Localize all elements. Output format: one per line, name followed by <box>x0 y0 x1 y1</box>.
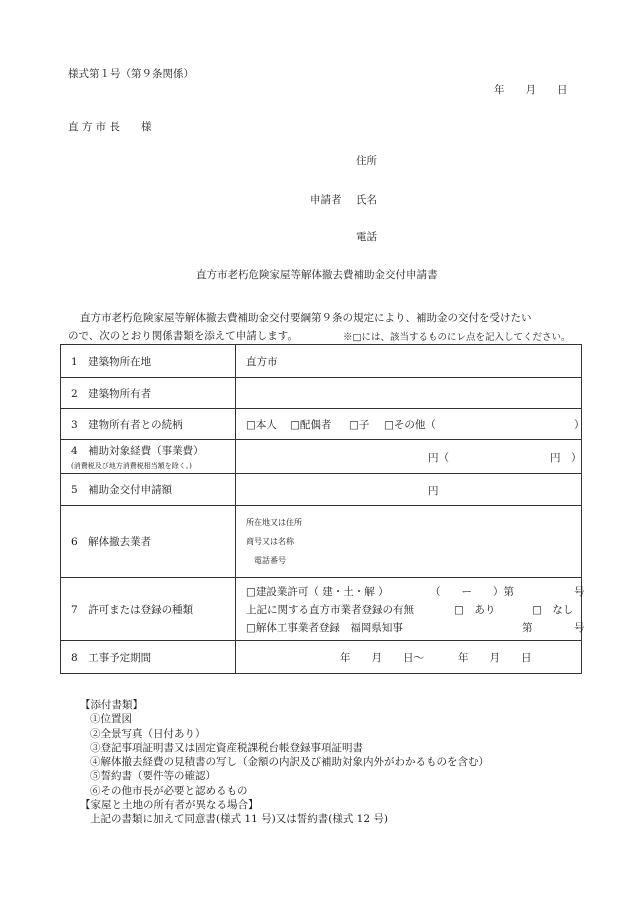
row4-label-main: 4 補助対象経費（事業費） <box>71 444 204 457</box>
date-line: 年 月 日 <box>494 84 568 96</box>
list-item: ③登記事項証明書又は固定資産税課税台帳登録事項証明書 <box>90 741 363 754</box>
period-from: 年 月 日〜 <box>340 652 424 664</box>
registration-yes-checkbox[interactable]: □ あり <box>454 604 496 616</box>
table-row <box>61 409 582 440</box>
form-number: 様式第１号（第９条関係） <box>68 68 194 80</box>
expense-yen-close: 円 ） <box>550 451 582 464</box>
attachments-heading: 【添付書類】 <box>80 699 143 711</box>
table-row <box>61 506 582 578</box>
different-owner-heading: 【家屋と土地の所有者が異なる場合】 <box>80 799 259 812</box>
list-item: ②全景写真（日付あり） <box>90 727 206 740</box>
row5-label: 5 補助金交付申請額 <box>61 474 236 506</box>
registration-suffix: 号 <box>574 622 585 634</box>
table-row <box>61 440 582 474</box>
row3-value <box>236 409 585 440</box>
intro-line-2: ので、次のとおり関係書類を添えて申請します。 <box>68 330 298 342</box>
row4-label <box>61 440 236 474</box>
addressee: 直 方 市 長 様 <box>68 121 152 133</box>
list-item: ①位置図 <box>90 713 132 726</box>
list-item: ⑥その他市長が必要と認めるもの <box>90 784 248 797</box>
applicant-label: 申請者 <box>310 194 342 206</box>
construction-permit-checkbox[interactable]: □建設業許可（ 建・土・解 ） <box>246 586 389 598</box>
list-item: ④解体撤去経費の見積書の写し（金額の内訳及び補助対象内外がわかるものを含む） <box>90 756 489 769</box>
relation-other-checkbox[interactable]: □その他（ <box>384 419 436 431</box>
row6-value[interactable] <box>236 506 582 578</box>
relation-other-close: ） <box>574 419 585 431</box>
row1-value[interactable]: 直方市 <box>236 345 582 378</box>
row4-value[interactable] <box>236 440 582 474</box>
registration-no-checkbox[interactable]: □ なし <box>532 604 574 616</box>
contractor-address-label: 所在地又は住所 <box>246 518 302 527</box>
table-row <box>61 474 582 506</box>
registration-number: 第 <box>522 622 533 634</box>
row2-label: 2 建築物所有者 <box>61 378 236 409</box>
checkbox-note: ※□には、該当するものにレ点を記入してください。 <box>343 332 571 343</box>
contractor-name-label: 商号又は名称 <box>246 537 294 546</box>
table-row <box>61 578 582 641</box>
row8-label: 8 工事予定期間 <box>61 641 236 674</box>
table-row <box>61 641 582 674</box>
relation-child-checkbox[interactable]: □子 <box>349 419 370 431</box>
expense-yen-open: 円（ <box>428 451 449 464</box>
row6-label: 6 解体撤去業者 <box>61 506 236 578</box>
table-row <box>61 378 582 409</box>
row2-value[interactable] <box>236 378 582 409</box>
document-title: 直方市老朽危険家屋等解体撤去費補助金交付申請書 <box>196 269 438 281</box>
row3-label: 3 建物所有者との続柄 <box>61 409 236 440</box>
row5-value[interactable] <box>236 474 582 506</box>
contractor-phone-label: 電話番号 <box>254 556 286 565</box>
relation-spouse-checkbox[interactable]: □配偶者 <box>290 419 332 431</box>
row7-label: 7 許可または登録の種類 <box>61 578 236 641</box>
row1-label: 1 建築物所在地 <box>61 345 236 378</box>
application-table <box>60 344 585 674</box>
phone-label: 電話 <box>356 231 377 243</box>
list-item: ⑤誓約書（要件等の確認） <box>90 770 216 783</box>
name-label: 氏名 <box>356 194 377 206</box>
relation-self-checkbox[interactable]: □本人 <box>246 419 277 431</box>
permit-suffix: 号 <box>574 586 585 598</box>
demolition-registration-checkbox[interactable]: □解体工事業者登録 福岡県知事 <box>246 622 403 634</box>
grant-yen: 円 <box>428 484 439 497</box>
permit-number: （ ー ）第 <box>430 586 514 598</box>
table-row <box>61 345 582 378</box>
attachments-section <box>80 698 489 827</box>
row8-value[interactable] <box>236 641 582 674</box>
row7-value <box>236 578 585 641</box>
city-registration-label: 上記に関する直方市業者登録の有無 <box>246 604 414 616</box>
row4-sublabel: (消費税及び地方消費税相当額を除く。) <box>71 461 192 470</box>
different-owner-note: 上記の書類に加えて同意書(様式 11 号)又は誓約書(様式 12 号) <box>90 813 388 826</box>
intro-line-1: 直方市老朽危険家屋等解体撤去費補助金交付要綱第９条の規定により、補助金の交付を受けたい <box>80 312 532 324</box>
address-label: 住所 <box>356 155 377 167</box>
period-to: 年 月 日 <box>458 652 532 664</box>
